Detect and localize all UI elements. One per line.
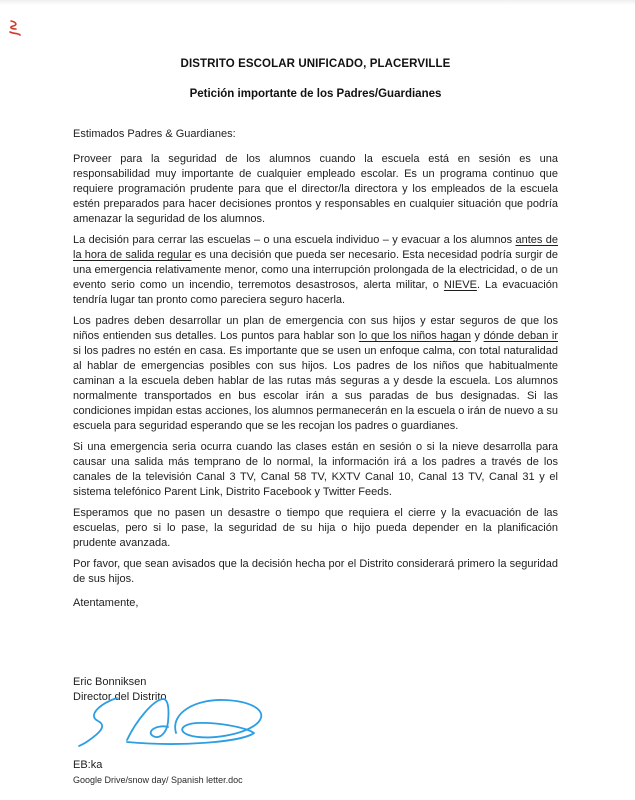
underlined-phrase: lo que los niños hagan [358, 330, 471, 342]
signer-name: Eric Bonniksen [73, 676, 147, 688]
salutation: Estimados Padres & Guardianes: [73, 128, 236, 140]
file-reference: Google Drive/snow day/ Spanish letter.doc [73, 775, 243, 785]
letter-subtitle: Petición importante de los Padres/Guardianes [189, 88, 442, 100]
underlined-phrase: NIEVE [443, 279, 477, 291]
paragraph-text: La decisión para cerrar las escuelas – o una escuela individuo – y evacuar a los alumnos [73, 234, 516, 246]
paragraph-text: Proveer para la seguridad de los alumnos cuando la escuela está en sesión es una responsabilidad muy importante de cualquier empleado escolar. Es un programa continuo que requiere programación prudente para que el director/la directora y los empleados de la escuela estén preparados para hacer decisiones prontos y responsables en cualquier situación que podría amenazar la seguridad de los alumnos. [73, 153, 558, 225]
paragraph-text: si los padres no estén en casa. Es importante que se usen un enfoque calma, con total naturalidad al hablar de emergencias posibles con sus hijos. Los padres de los niños que habitualmente caminan a la escuela deben hablar de las rutas más seguras a y desde la escuela. Los alumnos normalmente transportados en bus escolar irán a sus paradas de bus designadas. Si las condiciones impidan estas acciones, los alumnos permanecerán en la escuela o irán de nuevo a su escuela para seguridad esperando que se les recojan los padres o guardianes. [73, 345, 558, 432]
letter-paragraph [73, 557, 558, 587]
underlined-phrase: dónde deban ir [483, 330, 558, 342]
signature-block [73, 675, 558, 705]
signer-title: Director del Distrito [73, 691, 167, 703]
valediction: Atentamente, [73, 597, 139, 609]
letter-title: DISTRITO ESCOLAR UNIFICADO, PLACERVILLE [180, 58, 451, 70]
letter-paragraph [73, 440, 558, 500]
typist-initials: EB:ka [73, 759, 103, 771]
letter-paragraph [73, 506, 558, 551]
letter-paragraph [73, 233, 558, 308]
paragraph-text: Si una emergencia seria ocurra cuando las clases están en sesión o si la nieve desarrolla para causar una salida más temprano de lo normal, la información irá a los padres a través de los canales de la televisión Canal 3 TV, Canal 58 TV, KXTV Canal 10, Canal 13 TV, Canal 31 y el sistema telefónico Parent Link, Distrito Facebook y Twitter Feeds. [73, 441, 558, 498]
red-scribble-mark-icon [7, 19, 23, 37]
paragraph-text: Los padres deben desarrollar un plan de emergencia con sus hijos y estar seguros de que los niños entienden sus detalles. Los puntos para hablar son [73, 315, 558, 342]
letter-paragraph [73, 152, 558, 227]
underlined-phrase: antes de la hora de salida regular [73, 234, 558, 261]
paragraph-text: es una decisión que pueda ser necesario. Esta necesidad podría surgir de una emergencia relativamente menor, como una interrupción prolongada de la electricidad, o de un evento serio como un incendio, terremotos desastrosos, alerta militar, o [73, 249, 558, 291]
paragraph-text: . La evacuación tendría lugar tan pronto como pareciera seguro hacerla. [73, 279, 558, 306]
letter-paragraph [73, 314, 558, 434]
paragraph-text: Esperamos que no pasen un desastre o tiempo que requiera el cierre y la evacuación de las escuelas, pero si lo pase, la seguridad de su hija o hijo pueda depender en la planificación prudente avanzada. [73, 507, 558, 549]
paragraph-text: y [470, 330, 484, 342]
letter-body [73, 152, 558, 587]
paragraph-text: Por favor, que sean avisados que la decisión hecha por el Distrito considerará primero la seguridad de sus hijos. [73, 558, 558, 585]
